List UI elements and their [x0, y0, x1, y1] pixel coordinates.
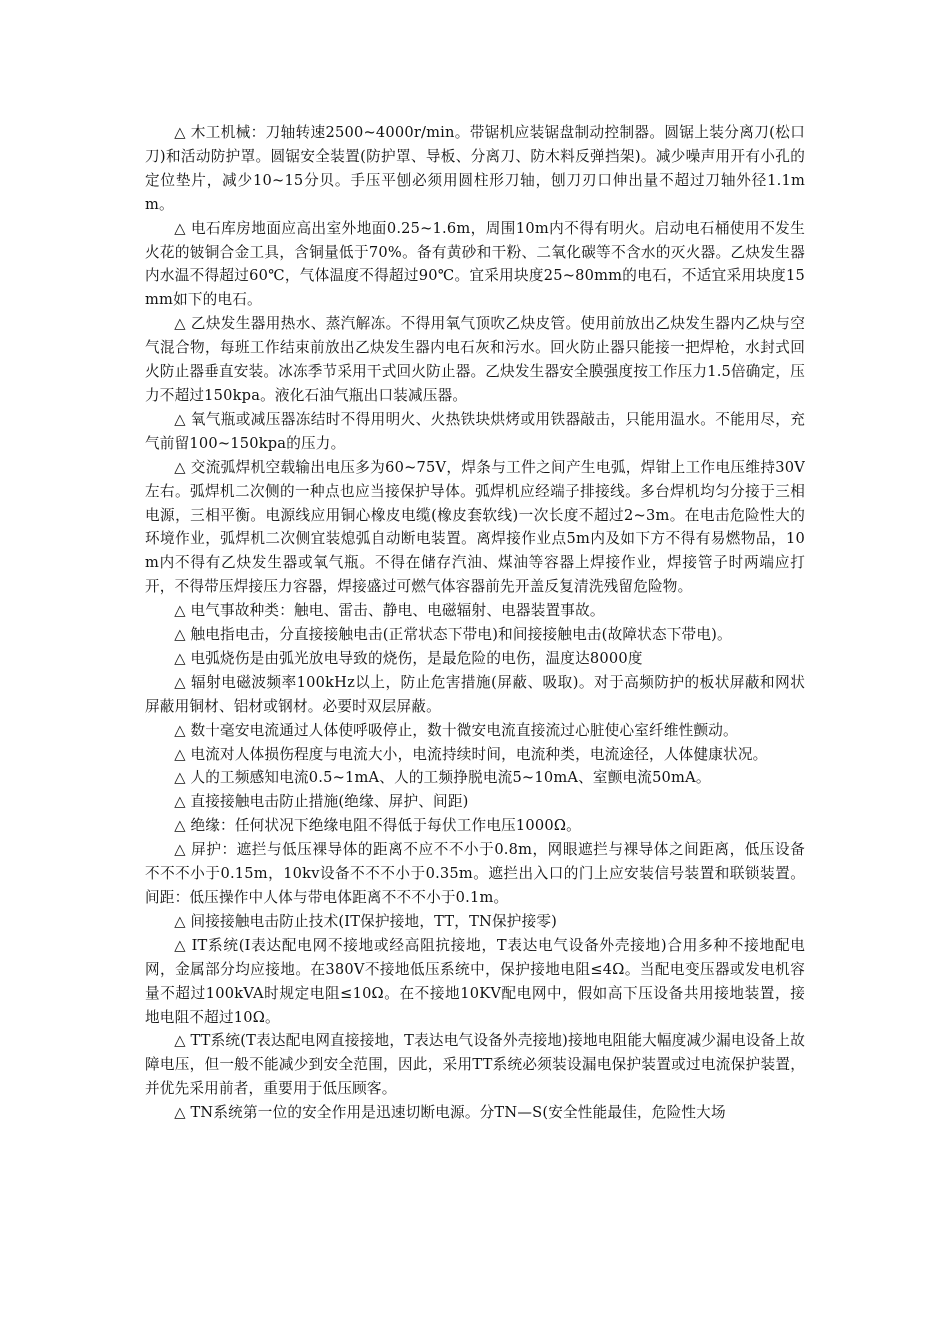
paragraph-woodworking-machinery: △ 木工机械：刀轴转速2500~4000r/min。带锯机应装锯盘制动控制器。圆锯上装分离刀(松口刀)和活动防护罩。圆锯安全装置(防护罩、导板、分离刀、防木料反弹挡架)。减少噪声用开有小孔的定位垫片，减少10~15分贝。手压平刨必须用圆柱形刀轴，刨刀刃口伸出量不超过刀轴外径1.1mm。	[145, 124, 805, 213]
paragraph-electromagnetic-radiation: △ 辐射电磁波频率100kHz以上，防止危害措施(屏蔽、吸取)。对于高频防护的板状屏蔽和网状屏蔽用铜材、铝材或钢材。必要时双层屏蔽。	[145, 673, 805, 715]
paragraph-current-effects: △ 数十毫安电流通过人体使呼吸停止，数十微安电流直接流过心脏使心室纤维性颤动。	[174, 721, 738, 739]
paragraph-ac-arc-welder: △ 交流弧焊机空载输出电压多为60~75V，焊条与工件之间产生电弧，焊钳上工作电压维持30V左右。弧焊机二次侧的一种点也应当接保护导体。弧焊机应经端子排接线。多台焊机均匀分接于三相电源，三相平衡。电源线应用铜心橡皮电缆(橡皮套软线)一次长度不超过2~3m。在电击危险性大的环境作业，弧焊机二次侧宜装熄弧自动断电装置。离焊接作业点5m内及如下方不得有易燃物品，10m内不得有乙炔发生器或氧气瓶。不得在储存汽油、煤油等容器上焊接作业，焊接管子时两端应打开，不得带压焊接压力容器，焊接盛过可燃气体容器前先开盖反复清洗残留危险物。	[145, 458, 805, 596]
paragraph-electric-shock: △ 触电指电击，分直接接触电击(正常状态下带电)和间接接触电击(故障状态下带电)。	[174, 626, 732, 644]
paragraph-indirect-contact-prevention: △ 间接接触电击防止技术(IT保护接地，TT，TN保护接零)	[174, 912, 558, 930]
paragraph-it-system: △ IT系统(I表达配电网不接地或经高阻抗接地，T表达电气设备外壳接地)合用多种不接地配电网，金属部分均应接地。在380V不接地低压系统中，保护接地电阻≤4Ω。当配电变压器或发电机容量不超过100kVA时规定电阻≤10Ω。在不接地10KV配电网中，假如高下压设备共用接地装置，接地电阻不超过10Ω。	[145, 936, 805, 1026]
paragraph-arc-burn: △ 电弧烧伤是由弧光放电导致的烧伤，是最危险的电伤，温度达8000度	[174, 649, 643, 667]
paragraph-perception-current: △ 人的工频感知电流0.5~1mA、人的工频挣脱电流5~10mA、室颤电流50mA。	[174, 769, 711, 787]
paragraph-tt-system: △ TT系统(T表达配电网直接接地，T表达电气设备外壳接地)接地电阻能大幅度减少漏电设备上故障电压，但一般不能减少到安全范围，因此，采用TT系统必须装设漏电保护装置或过电流保护装置，并优先采用前者，重要用于低压顾客。	[145, 1032, 805, 1098]
paragraph-shielding: △ 屏护：遮拦与低压裸导体的距离不应不不小于0.8m，网眼遮拦与裸导体之间距离，低压设备不不不小于0.15m，10kv设备不不不小于0.35m。遮拦出入口的门上应安装信号装置和联锁装置。间距：低压操作中人体与带电体距离不不不小于0.1m。	[145, 841, 805, 906]
document-body	[145, 121, 805, 1125]
paragraph-direct-contact-prevention: △ 直接接触电击防止措施(绝缘、屏护、间距)	[174, 793, 469, 811]
paragraph-injury-factors: △ 电流对人体损伤程度与电流大小，电流持续时间，电流种类，电流途径，人体健康状况。	[174, 745, 768, 763]
paragraph-calcium-carbide-storage: △ 电石库房地面应高出室外地面0.25~1.6m，周围10m内不得有明火。启动电石桶使用不发生火花的铍铜合金工具，含铜量低于70%。备有黄砂和干粉、二氧化碳等不含水的灭火器。乙炔发生器内水温不得超过60℃，气体温度不得超过90℃。宜采用块度25~80mm的电石，不适宜采用块度15mm如下的电石。	[145, 219, 805, 309]
paragraph-oxygen-cylinder: △ 氧气瓶或减压器冻结时不得用明火、火热铁块烘烤或用铁器敲击，只能用温水。不能用尽，充气前留100~150kpa的压力。	[145, 410, 805, 452]
paragraph-electrical-accident-types: △ 电气事故种类：触电、雷击、静电、电磁辐射、电器装置事故。	[174, 602, 605, 620]
paragraph-acetylene-generator: △ 乙炔发生器用热水、蒸汽解冻。不得用氧气顶吹乙炔皮管。使用前放出乙炔发生器内乙炔与空气混合物，每班工作结束前放出乙炔发生器内电石灰和污水。回火防止器只能接一把焊枪，水封式回火防止器垂直安装。冰冻季节采用干式回火防止器。乙炔发生器安全膜强度按工作压力1.5倍确定，压力不超过150kpa。液化石油气瓶出口装减压器。	[145, 315, 805, 404]
paragraph-tn-system: △ TN系统第一位的安全作用是迅速切断电源。分TN—S(安全性能最佳，危险性大场	[174, 1104, 726, 1122]
paragraph-insulation: △ 绝缘：任何状况下绝缘电阻不得低于每伏工作电压1000Ω。	[174, 817, 581, 835]
